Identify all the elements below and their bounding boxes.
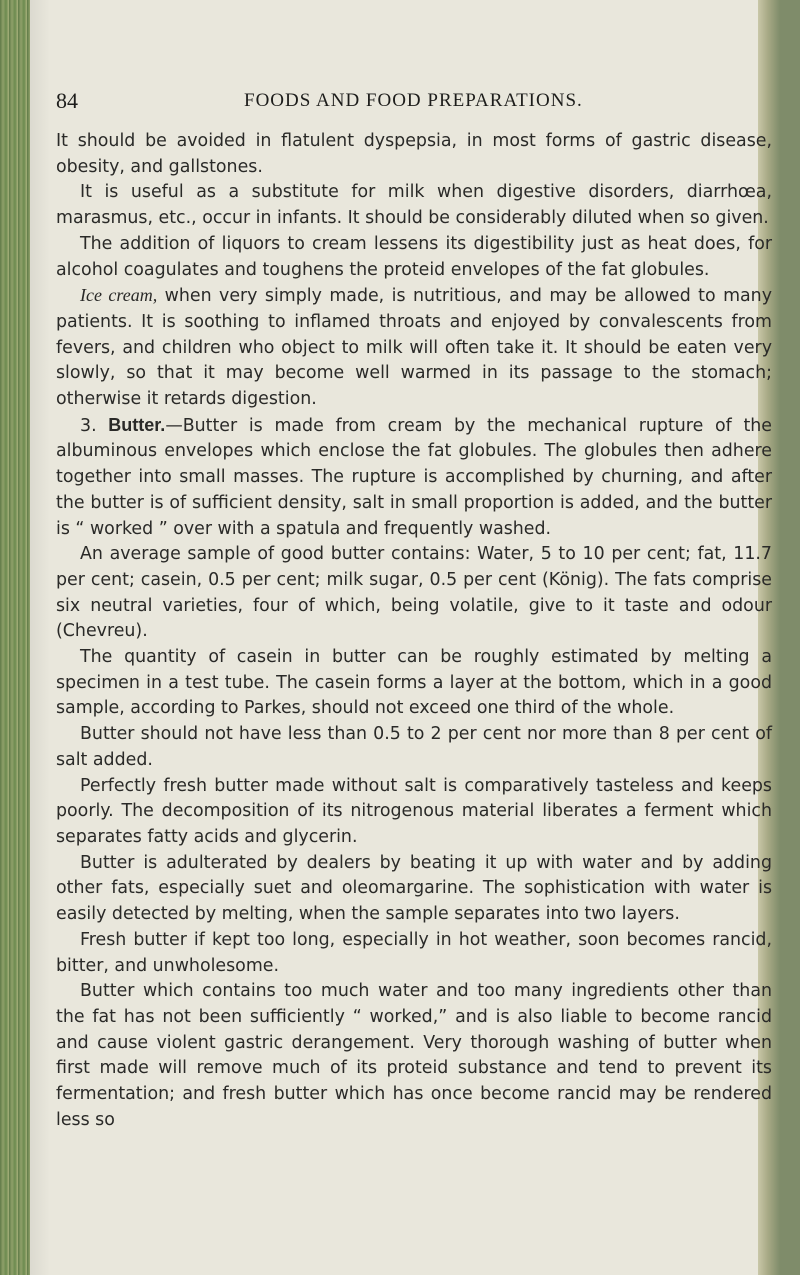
paragraph-11: Fresh butter if kept too long, especially in hot weather, soon becomes rancid, bitter, and unwholesome.	[56, 929, 772, 976]
body-text	[56, 129, 772, 1133]
running-title: FOODS AND FOOD PREPARATIONS.	[244, 90, 583, 111]
page-number: 84	[56, 88, 78, 113]
page-header	[56, 88, 756, 116]
paragraph-5	[56, 413, 772, 543]
book-spine-edge	[0, 0, 32, 1275]
paragraph-5-text: —Butter is made from cream by the mechanical rupture of the albuminous envelopes which enclose the fat globules. The globules then adhere together into small masses. The rupture is accomplished by churning, and after the butter is of sufficient density, salt in small proportion is added, and the butter is “ worked ” over with a spatula and frequently washed.	[56, 415, 772, 539]
paragraph-8: Butter should not have less than 0.5 to 2 per cent nor more than 8 per cent of salt added.	[56, 724, 772, 770]
paragraph-9: Perfectly fresh butter made without salt is comparatively tasteless and keeps poorly. The decomposition of its nitrogenous material liberates a ferment which separates fatty acids and glycerin.	[56, 775, 772, 847]
paragraph-7: The quantity of casein in butter can be roughly estimated by melting a specimen in a test tube. The casein forms a layer at the bottom, which in a good sample, according to Parkes, should not exceed one third of the whole.	[56, 647, 772, 719]
section-heading-butter: Butter.	[108, 414, 166, 435]
paragraph-10: Butter is adulterated by dealers by beating it up with water and by adding other fats, especially suet and oleomargarine. The sophistication with water is easily detected by melting, when the sample separates into two layers.	[56, 852, 772, 925]
paragraph-4	[56, 283, 772, 413]
ice-cream-term: Ice cream,	[80, 285, 158, 306]
paragraph-2: It is useful as a substitute for milk when digestive disorders, diarrhœa, marasmus, etc., occur in infants. It should be considerably diluted when so given.	[56, 182, 772, 229]
paragraph-12: Butter which contains too much water and too many ingredients other than the fat has not been sufficiently “ worked,” and is also liable to become rancid and cause violent gastric derangement. Very thorough washing of butter when first made will remove much of its proteid substance and tend to prevent its fermentation; and fresh butter which has once become rancid may be rendered less so	[56, 981, 772, 1130]
section-number: 3.	[80, 415, 109, 436]
paragraph-1: It should be avoided in flatulent dyspepsia, in most forms of gastric disease, obesity, and gallstones.	[56, 131, 772, 177]
paragraph-4-text: when very simply made, is nutritious, and may be allowed to many patients. It is soothing to inflamed throats and enjoyed by convalescents from fevers, and children who object to milk will often take it. It should be eaten very slowly, so that it may become well warmed in its passage to the stomach; otherwise it retards digestion.	[56, 286, 772, 410]
paragraph-3: The addition of liquors to cream lessens its digestibility just as heat does, for alcohol coagulates and toughens the proteid envelopes of the fat globules.	[56, 233, 772, 280]
paragraph-6: An average sample of good butter contains: Water, 5 to 10 per cent; fat, 11.7 per cent; casein, 0.5 per cent; milk sugar, 0.5 per cent (König). The fats comprise six neutral varieties, four of which, being volatile, give to it taste and odour (Chevreu).	[56, 544, 772, 642]
